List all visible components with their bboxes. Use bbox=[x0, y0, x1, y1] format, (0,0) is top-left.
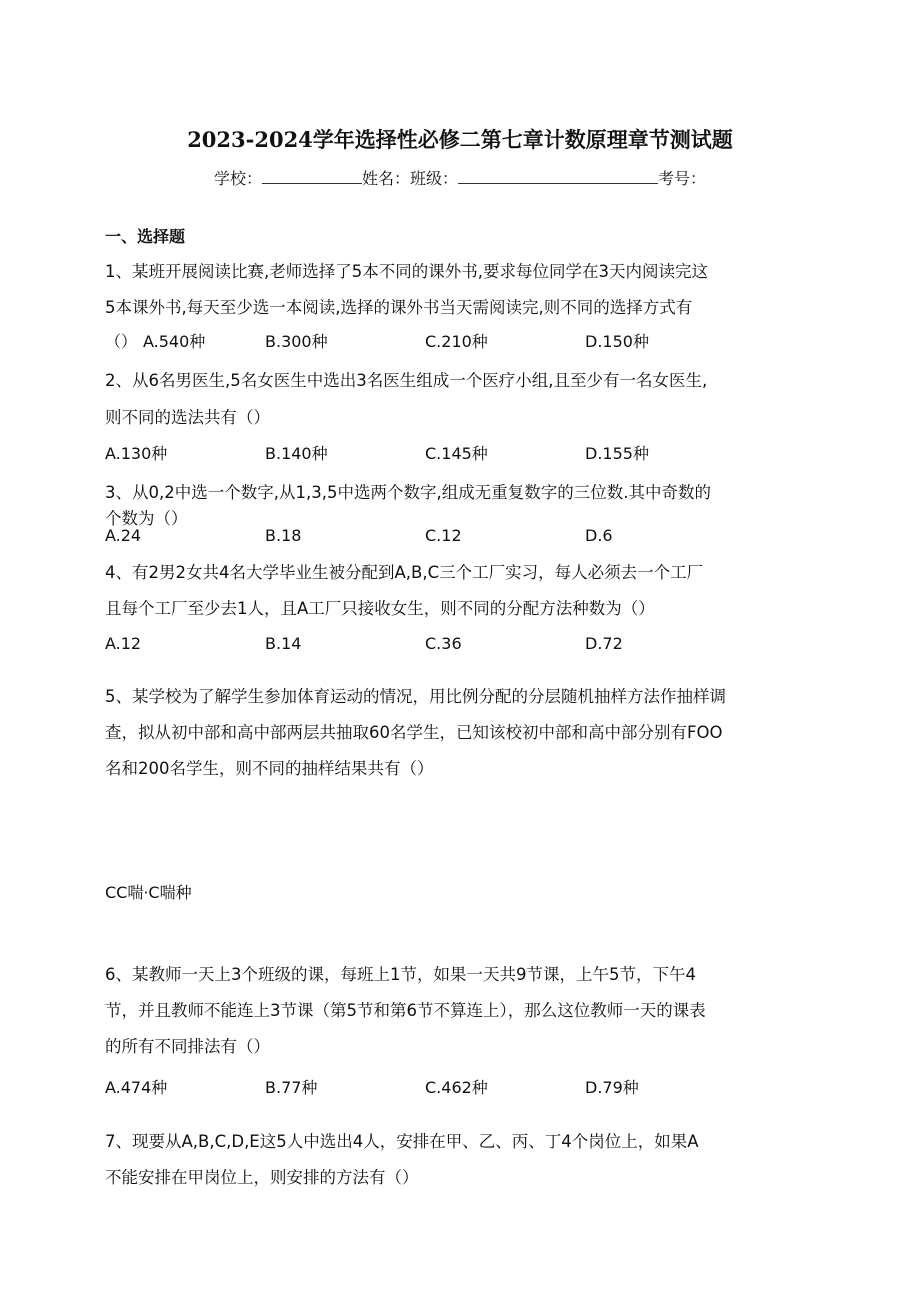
q5-garbled-options: CC喘·C喘种 bbox=[105, 883, 192, 902]
name-label: 姓名： bbox=[361, 169, 410, 188]
q4-option-c: C.36 bbox=[425, 634, 462, 653]
q1-line2: 5本课外书,每天至少选一本阅读,选择的课外书当天需阅读完,则不同的选择方式有 bbox=[105, 298, 693, 317]
q6-line3: 的所有不同排法有（） bbox=[105, 1037, 270, 1056]
school-label: 学校： bbox=[213, 169, 262, 188]
q4-option-d: D.72 bbox=[585, 634, 623, 653]
document-title: 2023-2024学年选择性必修二第七章计数原理章节测试题 bbox=[187, 127, 733, 152]
q6-line2: 节，并且教师不能连上3节课（第5节和第6节不算连上），那么这位教师一天的课表 bbox=[105, 1001, 706, 1020]
q6-option-b: B.77种 bbox=[265, 1078, 318, 1097]
q3-option-a: A.24 bbox=[105, 526, 142, 545]
q6-option-c: C.462种 bbox=[425, 1078, 488, 1097]
q1-option-b: B.300种 bbox=[265, 332, 328, 351]
q6-line1: 6、某教师一天上3个班级的课，每班上1节，如果一天共9节课，上午5节，下午4 bbox=[105, 965, 696, 984]
q4-option-a: A.12 bbox=[105, 634, 142, 653]
class-blank bbox=[458, 169, 658, 184]
q6-option-d: D.79种 bbox=[585, 1078, 639, 1097]
student-info-line bbox=[0, 166, 920, 189]
q1-option-a: A.540种 bbox=[143, 332, 206, 351]
class-label: 班级： bbox=[410, 169, 459, 188]
q1-line1: 1、某班开展阅读比赛,老师选择了5本不同的课外书,要求每位同学在3天内阅读完这 bbox=[105, 262, 708, 281]
q2-option-b: B.140种 bbox=[265, 444, 328, 463]
q3-option-c: C.12 bbox=[425, 526, 462, 545]
q5-line3: 名和200名学生，则不同的抽样结果共有（） bbox=[105, 759, 434, 778]
q3-option-d: D.6 bbox=[585, 526, 613, 545]
exam-no-label: 考号： bbox=[658, 169, 707, 188]
q2-option-c: C.145种 bbox=[425, 444, 488, 463]
section-heading: 一、选择题 bbox=[105, 227, 186, 246]
q2-option-d: D.155种 bbox=[585, 444, 649, 463]
q1-option-c: C.210种 bbox=[425, 332, 488, 351]
q5-line1: 5、某学校为了解学生参加体育运动的情况，用比例分配的分层随机抽样方法作抽样调 bbox=[105, 687, 726, 706]
q4-option-b: B.14 bbox=[265, 634, 302, 653]
q7-line1: 7、现要从A,B,C,D,E这5人中选出4人，安排在甲、乙、丙、丁4个岗位上，如果A bbox=[105, 1132, 699, 1151]
q3-line2: 个数为（） bbox=[105, 509, 188, 528]
school-blank bbox=[262, 169, 362, 184]
q7-line2: 不能安排在甲岗位上，则安排的方法有（） bbox=[105, 1168, 419, 1187]
q2-option-a: A.130种 bbox=[105, 444, 168, 463]
q2-line2: 则不同的选法共有（） bbox=[105, 408, 270, 427]
q4-line1: 4、有2男2女共4名大学毕业生被分配到A,B,C三个工厂实习，每人必须去一个工厂 bbox=[105, 563, 704, 582]
q2-line1: 2、从6名男医生,5名女医生中选出3名医生组成一个医疗小组,且至少有一名女医生, bbox=[105, 371, 708, 390]
q6-option-a: A.474种 bbox=[105, 1078, 168, 1097]
q3-option-b: B.18 bbox=[265, 526, 302, 545]
q4-line2: 且每个工厂至少去1人，且A工厂只接收女生，则不同的分配方法种数为（） bbox=[105, 599, 655, 618]
q1-prefix: （） bbox=[105, 332, 138, 351]
q3-line1: 3、从0,2中选一个数字,从1,3,5中选两个数字,组成无重复数字的三位数.其中奇数的 bbox=[105, 483, 711, 502]
q1-option-d: D.150种 bbox=[585, 332, 649, 351]
q5-line2: 查，拟从初中部和高中部两层共抽取60名学生，已知该校初中部和高中部分别有FOO bbox=[105, 723, 723, 742]
